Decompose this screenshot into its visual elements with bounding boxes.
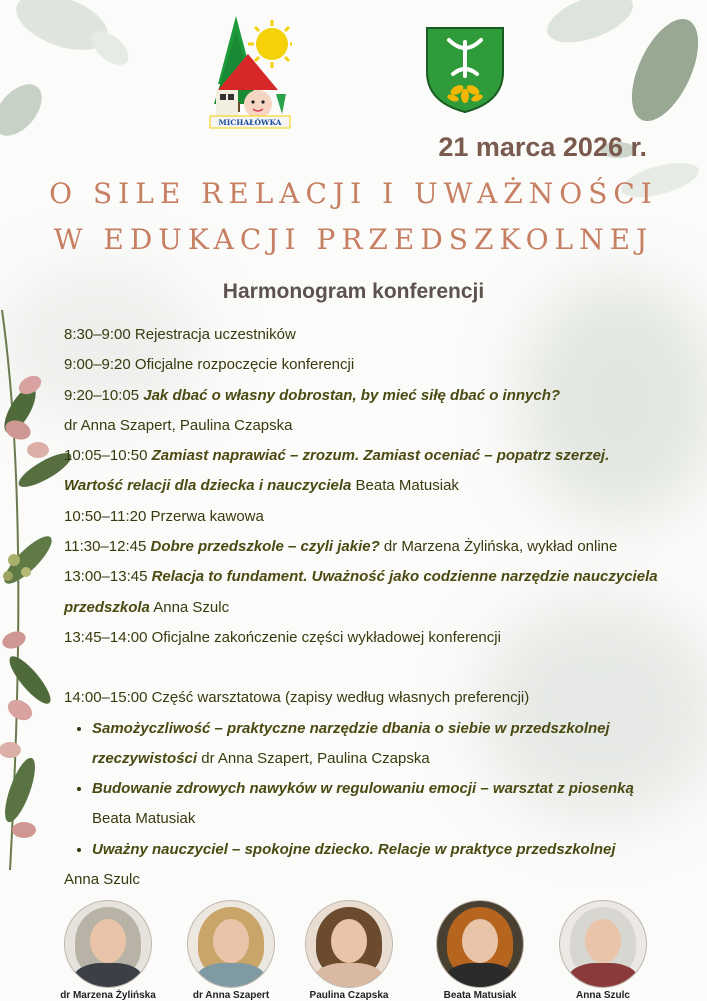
speakers-row [0, 900, 707, 1000]
leaf-decoration-icon [0, 0, 170, 160]
workshop-title: rzeczywistości [92, 749, 198, 767]
schedule-time: 9:20–10:05 [64, 386, 140, 404]
speaker-card [171, 900, 291, 1001]
coat-of-arms [425, 26, 505, 114]
workshop-item [92, 774, 664, 835]
spacer [64, 653, 664, 683]
avatar-face [462, 919, 498, 963]
coat-of-arms-icon [425, 26, 505, 114]
speaker-photo-icon [187, 900, 275, 988]
michalowka-logo-icon [208, 14, 292, 130]
speaker-name: dr Anna Szapert [192, 990, 270, 1001]
avatar-face [90, 919, 126, 963]
speaker-photo-icon [436, 900, 524, 988]
speaker-name: Paulina Czapska [309, 990, 389, 1001]
speaker-name: dr Marzena Żylińska [60, 990, 156, 1001]
speaker-card [420, 900, 540, 1001]
session-title: Zamiast naprawiać – zrozum. Zamiast oceniać – popatrz szerzej. [151, 447, 610, 465]
schedule-text: Rejestracja uczestników [134, 326, 296, 343]
session-title: Jak dbać o własny dobrostan, by mieć siłę dbać o innych? [143, 386, 561, 404]
schedule-time: 13:45–14:00 [64, 628, 148, 646]
workshop-speakers: Beata Matusiak [92, 810, 196, 828]
event-date: 21 marca 2026 r. [438, 132, 647, 162]
avatar-face [585, 919, 621, 963]
schedule-time: 10:05–10:50 [64, 447, 148, 465]
schedule-text: Oficjalne rozpoczęcie konferencji [134, 356, 355, 374]
schedule-item [64, 381, 664, 411]
schedule-time: 14:00–15:00 [64, 689, 148, 707]
session-speakers: Anna Szulc [153, 598, 230, 616]
schedule-text: Oficjalne zakończenie części wykładowej konferencji [151, 628, 501, 646]
schedule-item [64, 502, 664, 532]
schedule-item [64, 562, 664, 592]
page-title-line-1: O SILE RELACJI I UWAŻNOŚCI [49, 177, 658, 210]
speaker-card [48, 900, 168, 1001]
workshop-title: Samożyczliwość – praktyczne narzędzie dbania o siebie w przedszkolnej [92, 719, 610, 737]
workshop-title: Budowanie zdrowych nawyków w regulowaniu emocji – warsztat z piosenką [92, 780, 634, 798]
workshop-item [92, 835, 664, 865]
avatar-face [331, 919, 367, 963]
speaker-photo-icon [559, 900, 647, 988]
page-title-line-2: W EDUKACJI PRZEDSZKOLNEJ [53, 223, 654, 256]
avatar-body [314, 963, 384, 988]
session-speakers: Beata Matusiak [355, 477, 459, 495]
speaker-name: Anna Szulc [576, 990, 630, 1001]
workshop-speakers: Anna Szulc [64, 871, 140, 889]
schedule-list [64, 320, 664, 895]
speaker-name: Beata Matusiak [443, 990, 517, 1001]
session-title: Dobre przedszkole – czyli jakie? [150, 538, 380, 556]
schedule-text: Część warsztatowa (zapisy według własnych preferencji) [151, 689, 530, 707]
session-title: Relacja to fundament. Uważność jako codzienne narzędzie nauczyciela [151, 568, 658, 586]
schedule-heading: Harmonogram konferencji [222, 280, 485, 303]
schedule-item [64, 683, 664, 713]
speaker-card [289, 900, 409, 1001]
schedule-item [64, 623, 664, 653]
schedule-item [64, 350, 664, 380]
schedule-time: 8:30–9:00 [64, 326, 131, 343]
session-speakers: dr Anna Szapert, Paulina Czapska [64, 416, 293, 434]
schedule-item [64, 320, 664, 350]
schedule-time: 9:00–9:20 [64, 356, 131, 374]
speaker-photo-icon [64, 900, 152, 988]
schedule-item-continued [64, 593, 664, 623]
workshop-title: Uważny nauczyciel – spokojne dziecko. Relacje w praktyce przedszkolnej [92, 840, 616, 858]
workshop-list [64, 714, 664, 865]
session-title: przedszkola [64, 598, 150, 616]
avatar-body [445, 963, 515, 988]
speaker-card [543, 900, 663, 1001]
speaker-photo-icon [305, 900, 393, 988]
michalowka-logo [208, 14, 292, 130]
schedule-time: 13:00–13:45 [64, 568, 148, 586]
session-title: Wartość relacji dla dziecka i nauczyciela [64, 477, 352, 495]
avatar-body [196, 963, 266, 988]
avatar-body [73, 963, 143, 988]
schedule-time: 11:30–12:45 [64, 538, 147, 556]
session-speakers: dr Marzena Żylińska, wykład online [383, 538, 618, 556]
workshop-speakers: dr Anna Szapert, Paulina Czapska [201, 749, 430, 767]
workshop-item [92, 714, 664, 775]
schedule-item [64, 441, 664, 471]
schedule-item-continued [64, 471, 664, 501]
schedule-item [64, 532, 664, 562]
schedule-text: Przerwa kawowa [150, 507, 264, 525]
logo-caption: MICHAŁÓWKA [218, 118, 282, 127]
avatar-body [568, 963, 638, 988]
avatar-face [213, 919, 249, 963]
schedule-time: 10:50–11:20 [64, 507, 147, 525]
